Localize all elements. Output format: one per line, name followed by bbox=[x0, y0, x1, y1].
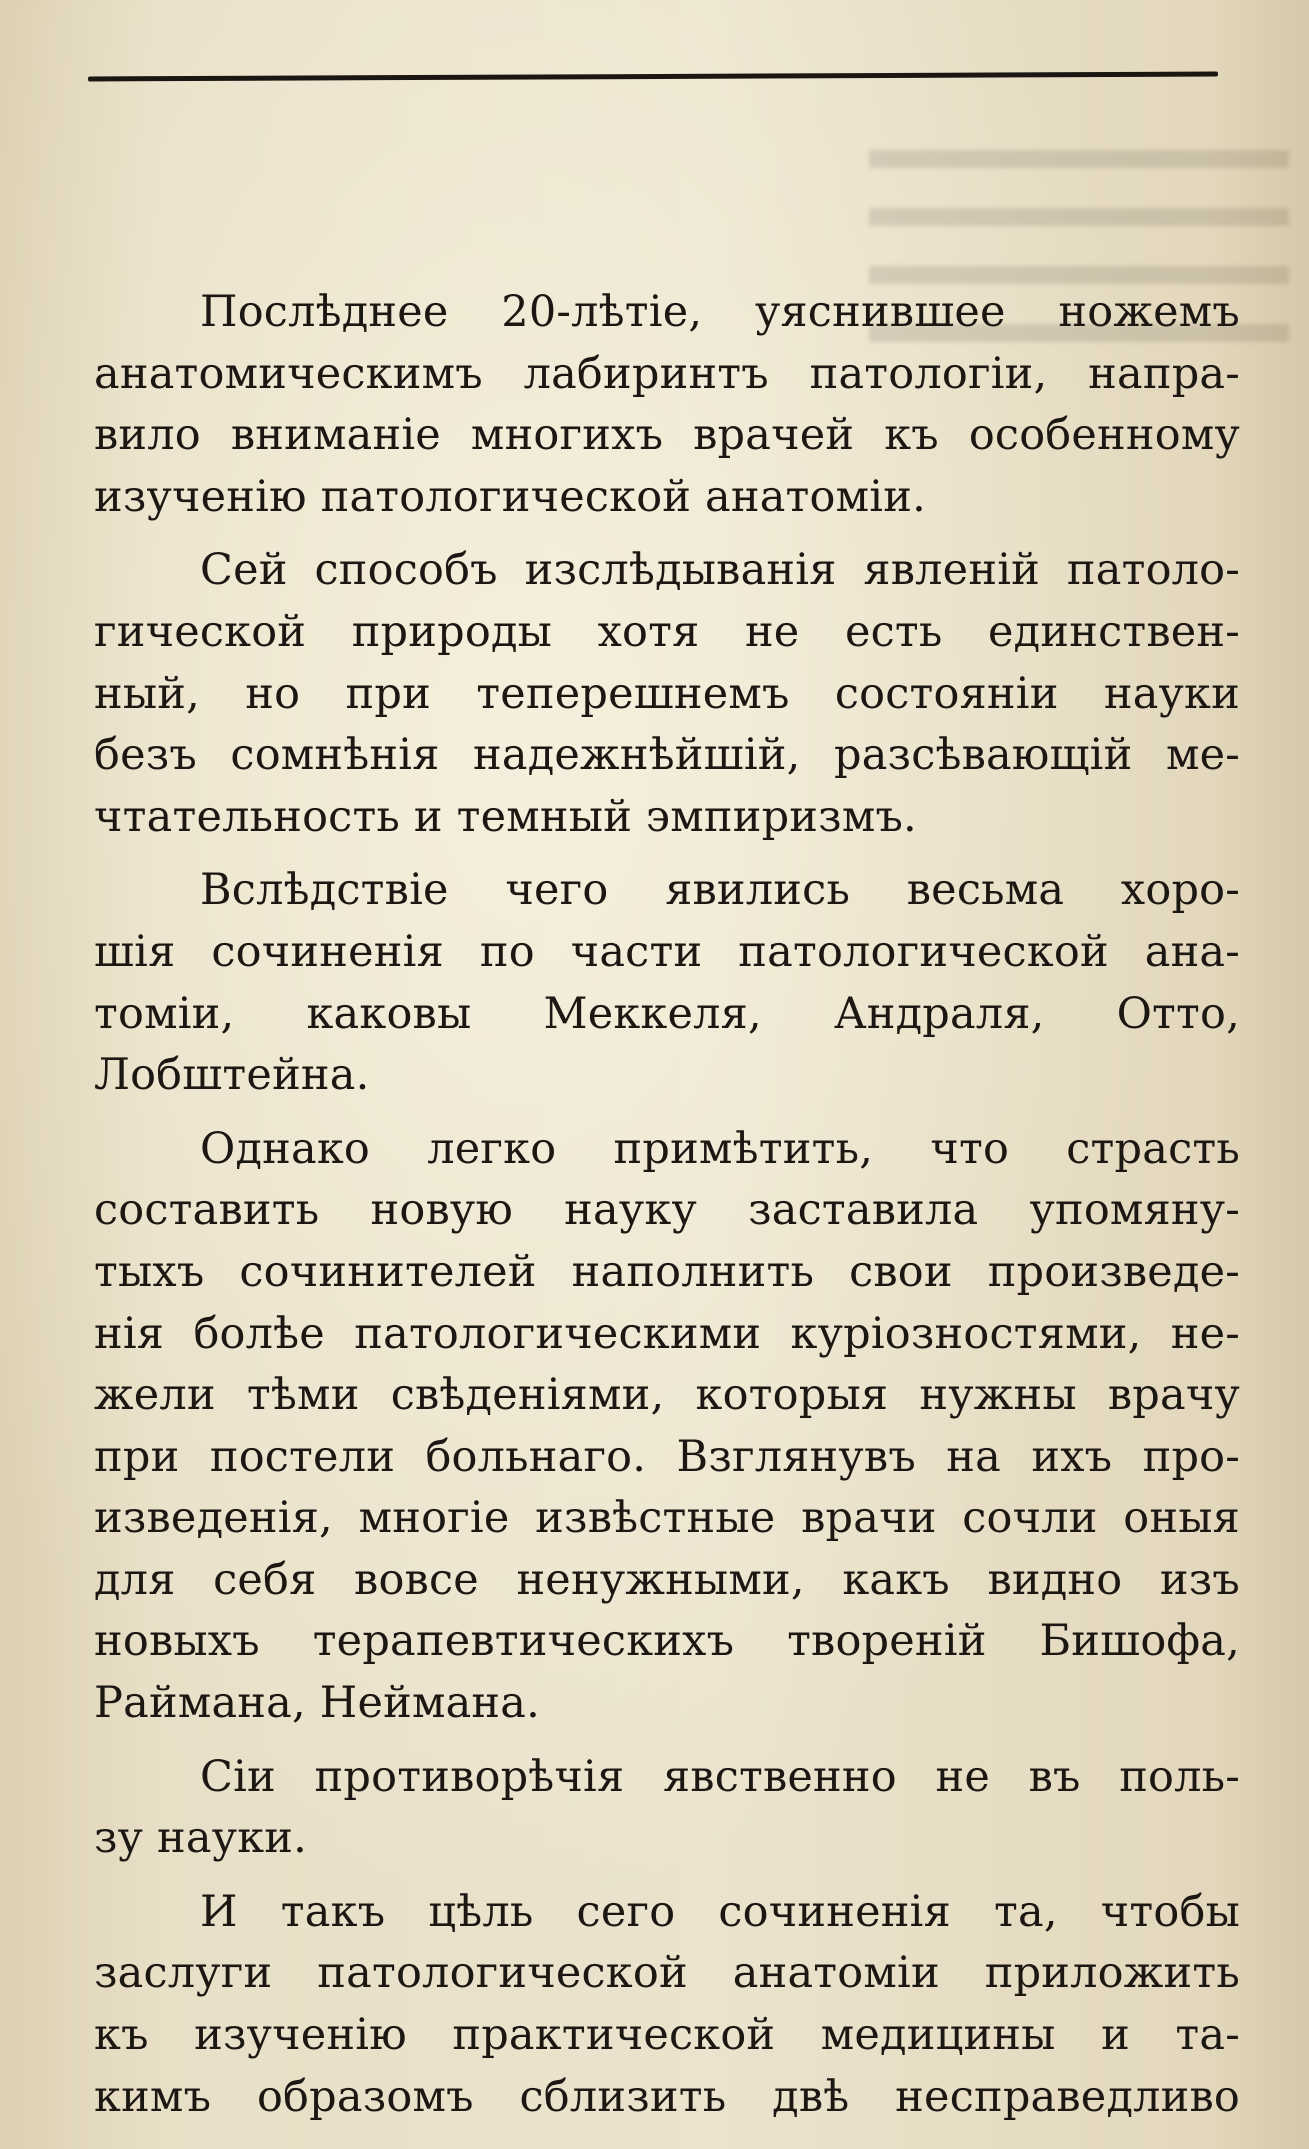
text-line: составить новую науку заставила упомяну- bbox=[94, 1185, 1240, 1236]
text-line: Сіи противорѣчія явственно не въ поль- bbox=[200, 1751, 1240, 1802]
text-line: Однако легко примѣтить, что страсть bbox=[200, 1123, 1240, 1174]
text-line: Раймана, Неймана. bbox=[94, 1678, 540, 1729]
paragraph bbox=[94, 1119, 1240, 1735]
text-line: къ изученію практической медицины и та- bbox=[94, 2010, 1240, 2061]
text-line: жели тѣми свѣденіями, которыя нужны врачу bbox=[94, 1370, 1240, 1421]
text-line: при постели больнаго. Взглянувъ на ихъ про- bbox=[94, 1431, 1240, 1482]
paragraph bbox=[94, 860, 1240, 1106]
text-line: Лобштейна. bbox=[94, 1050, 370, 1101]
paragraph bbox=[94, 282, 1240, 528]
text-line: чтательность и темный эмпиризмъ. bbox=[94, 791, 917, 842]
text-line: анатомическимъ лабиринтъ патологіи, напра- bbox=[94, 348, 1240, 399]
paragraph bbox=[94, 540, 1240, 848]
text-line: Послѣднее 20-лѣтіе, уяснившее ножемъ bbox=[200, 287, 1240, 337]
text-line: кимъ образомъ сблизить двѣ несправедливо bbox=[94, 2071, 1240, 2122]
text-line: нія болѣе патологическими куріозностями, не- bbox=[94, 1308, 1240, 1359]
text-line: тыхъ сочинителей наполнить свои произведе- bbox=[94, 1246, 1240, 1297]
text-line: Вслѣдствіе чего явились весьма хоро- bbox=[200, 865, 1240, 916]
paragraph bbox=[94, 1882, 1240, 2128]
text-line: изученію патологической анатоміи. bbox=[94, 471, 926, 522]
text-line: И такъ цѣль сего сочиненія та, чтобы bbox=[200, 1886, 1240, 1937]
body-text bbox=[94, 282, 1240, 2140]
text-line: заслуги патологической анатоміи приложить bbox=[94, 1948, 1240, 1999]
text-line: для себя вовсе ненужными, какъ видно изъ bbox=[94, 1554, 1240, 1605]
text-line: изведенія, многіе извѣстные врачи сочли оныя bbox=[94, 1493, 1240, 1544]
text-line: зу науки. bbox=[94, 1813, 308, 1864]
header-rule bbox=[88, 72, 1218, 82]
text-line: гической природы хотя не есть единствен- bbox=[94, 606, 1240, 657]
text-line: томіи, каковы Меккеля, Андраля, Отто, bbox=[94, 988, 1240, 1039]
text-line: Сей способъ изслѣдыванія явленій патоло- bbox=[200, 545, 1240, 596]
text-line: вило вниманіе многихъ врачей къ особенному bbox=[94, 410, 1240, 461]
text-line: ный, но при теперешнемъ состояніи науки bbox=[94, 668, 1240, 719]
text-line: безъ сомнѣнія надежнѣйшій, разсѣвающій ме- bbox=[94, 730, 1240, 781]
text-line: шія сочиненія по части патологической ана- bbox=[94, 926, 1240, 977]
paragraph bbox=[94, 1747, 1240, 1870]
text-line: новыхъ терапевтическихъ твореній Бишофа, bbox=[94, 1616, 1240, 1667]
